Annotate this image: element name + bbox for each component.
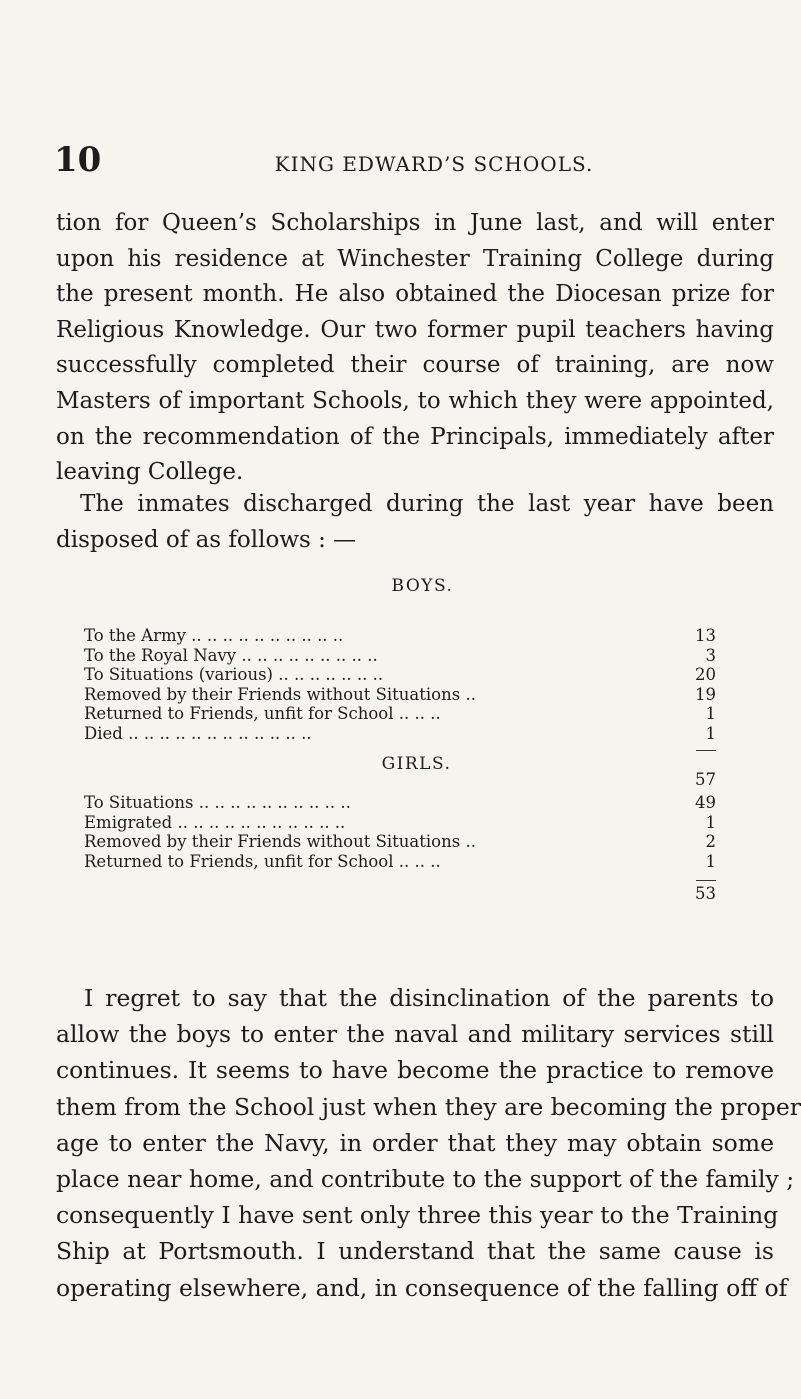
row-label: To Situations (various) .. .. .. .. .. .. .. bbox=[84, 665, 384, 685]
row-value: 3 bbox=[705, 645, 716, 665]
text-line: Religious Knowledge. Our two former pupil teachers having bbox=[56, 316, 774, 343]
text-line: allow the boys to enter the naval and military services still bbox=[56, 1020, 774, 1049]
paragraph-inmates bbox=[56, 487, 774, 558]
table-row bbox=[84, 724, 716, 744]
paragraph-regret bbox=[56, 980, 801, 1306]
table-row bbox=[84, 646, 716, 666]
boys-table bbox=[84, 626, 716, 744]
row-label: Died .. .. .. .. .. .. .. .. .. .. .. .. bbox=[84, 723, 312, 743]
row-label: Removed by their Friends without Situations .. bbox=[84, 684, 476, 704]
text-line: I regret to say that the disinclination of the parents to bbox=[84, 984, 774, 1012]
paragraph-scholarships bbox=[56, 206, 774, 491]
row-value: 13 bbox=[695, 626, 716, 645]
row-label: To the Royal Navy .. .. .. .. .. .. .. .. .. bbox=[84, 645, 378, 665]
row-value: 1 bbox=[705, 723, 716, 743]
row-value: 1 bbox=[705, 812, 716, 832]
boys-total: 57 bbox=[695, 770, 716, 789]
row-value: 19 bbox=[695, 684, 716, 704]
boys-heading: BOYS. bbox=[391, 576, 454, 596]
text-line: age to enter the Navy, in order that they may obtain some bbox=[56, 1128, 774, 1157]
row-label: To Situations .. .. .. .. .. .. .. .. .. .. bbox=[84, 793, 351, 812]
row-label: Returned to Friends, unfit for School .. .. .. bbox=[84, 851, 441, 871]
girls-table bbox=[84, 793, 716, 871]
text-line: the present month. He also obtained the Diocesan prize for bbox=[56, 281, 774, 308]
text-line: on the recommendation of the Principals, immediately after bbox=[56, 423, 774, 450]
text-line: The inmates discharged during the last year have been bbox=[80, 491, 774, 517]
page-header bbox=[54, 140, 774, 186]
text-line: tion for Queen’s Scholarships in June last, and will enter bbox=[56, 210, 774, 236]
table-row bbox=[84, 793, 716, 813]
text-line: them from the School just when they are becoming the proper bbox=[56, 1092, 801, 1121]
text-line: place near home, and contribute to the support of the family ; bbox=[56, 1165, 795, 1194]
text-line: Masters of important Schools, to which they were appointed, bbox=[56, 387, 774, 414]
table-row bbox=[84, 685, 716, 705]
text-line: leaving College. bbox=[56, 459, 244, 486]
text-line: continues. It seems to have become the practice to remove bbox=[56, 1056, 774, 1085]
table-row bbox=[84, 626, 716, 646]
text-line: successfully completed their course of training, are now bbox=[56, 352, 774, 379]
row-value: 1 bbox=[705, 704, 716, 724]
page-number: 10 bbox=[54, 140, 102, 180]
table-row bbox=[84, 852, 716, 872]
text-line: disposed of as follows : — bbox=[56, 526, 357, 553]
text-line: consequently I have sent only three this year to the Training bbox=[56, 1201, 779, 1230]
table-row bbox=[84, 813, 716, 833]
sum-rule bbox=[696, 880, 716, 881]
row-value: 1 bbox=[705, 851, 716, 871]
table-row bbox=[84, 832, 716, 852]
text-line: upon his residence at Winchester Training College during bbox=[56, 245, 774, 272]
row-value: 2 bbox=[705, 832, 716, 852]
row-value: 49 bbox=[695, 793, 716, 812]
row-label: Returned to Friends, unfit for School .. .. .. bbox=[84, 704, 441, 724]
text-line: operating elsewhere, and, in consequence of the falling off of bbox=[56, 1273, 788, 1302]
row-label: Emigrated .. .. .. .. .. .. .. .. .. .. .. bbox=[84, 812, 346, 832]
table-row bbox=[84, 704, 716, 724]
row-label: Removed by their Friends without Situations .. bbox=[84, 832, 476, 852]
sum-rule bbox=[696, 750, 716, 751]
text-line: Ship at Portsmouth. I understand that the same cause is bbox=[56, 1237, 774, 1266]
row-label: To the Army .. .. .. .. .. .. .. .. .. .. bbox=[84, 626, 344, 645]
girls-heading: GIRLS. bbox=[381, 754, 452, 774]
row-value: 20 bbox=[695, 665, 716, 685]
running-head: KING EDWARD’S SCHOOLS. bbox=[274, 152, 594, 176]
table-row bbox=[84, 665, 716, 685]
girls-total: 53 bbox=[695, 884, 716, 903]
